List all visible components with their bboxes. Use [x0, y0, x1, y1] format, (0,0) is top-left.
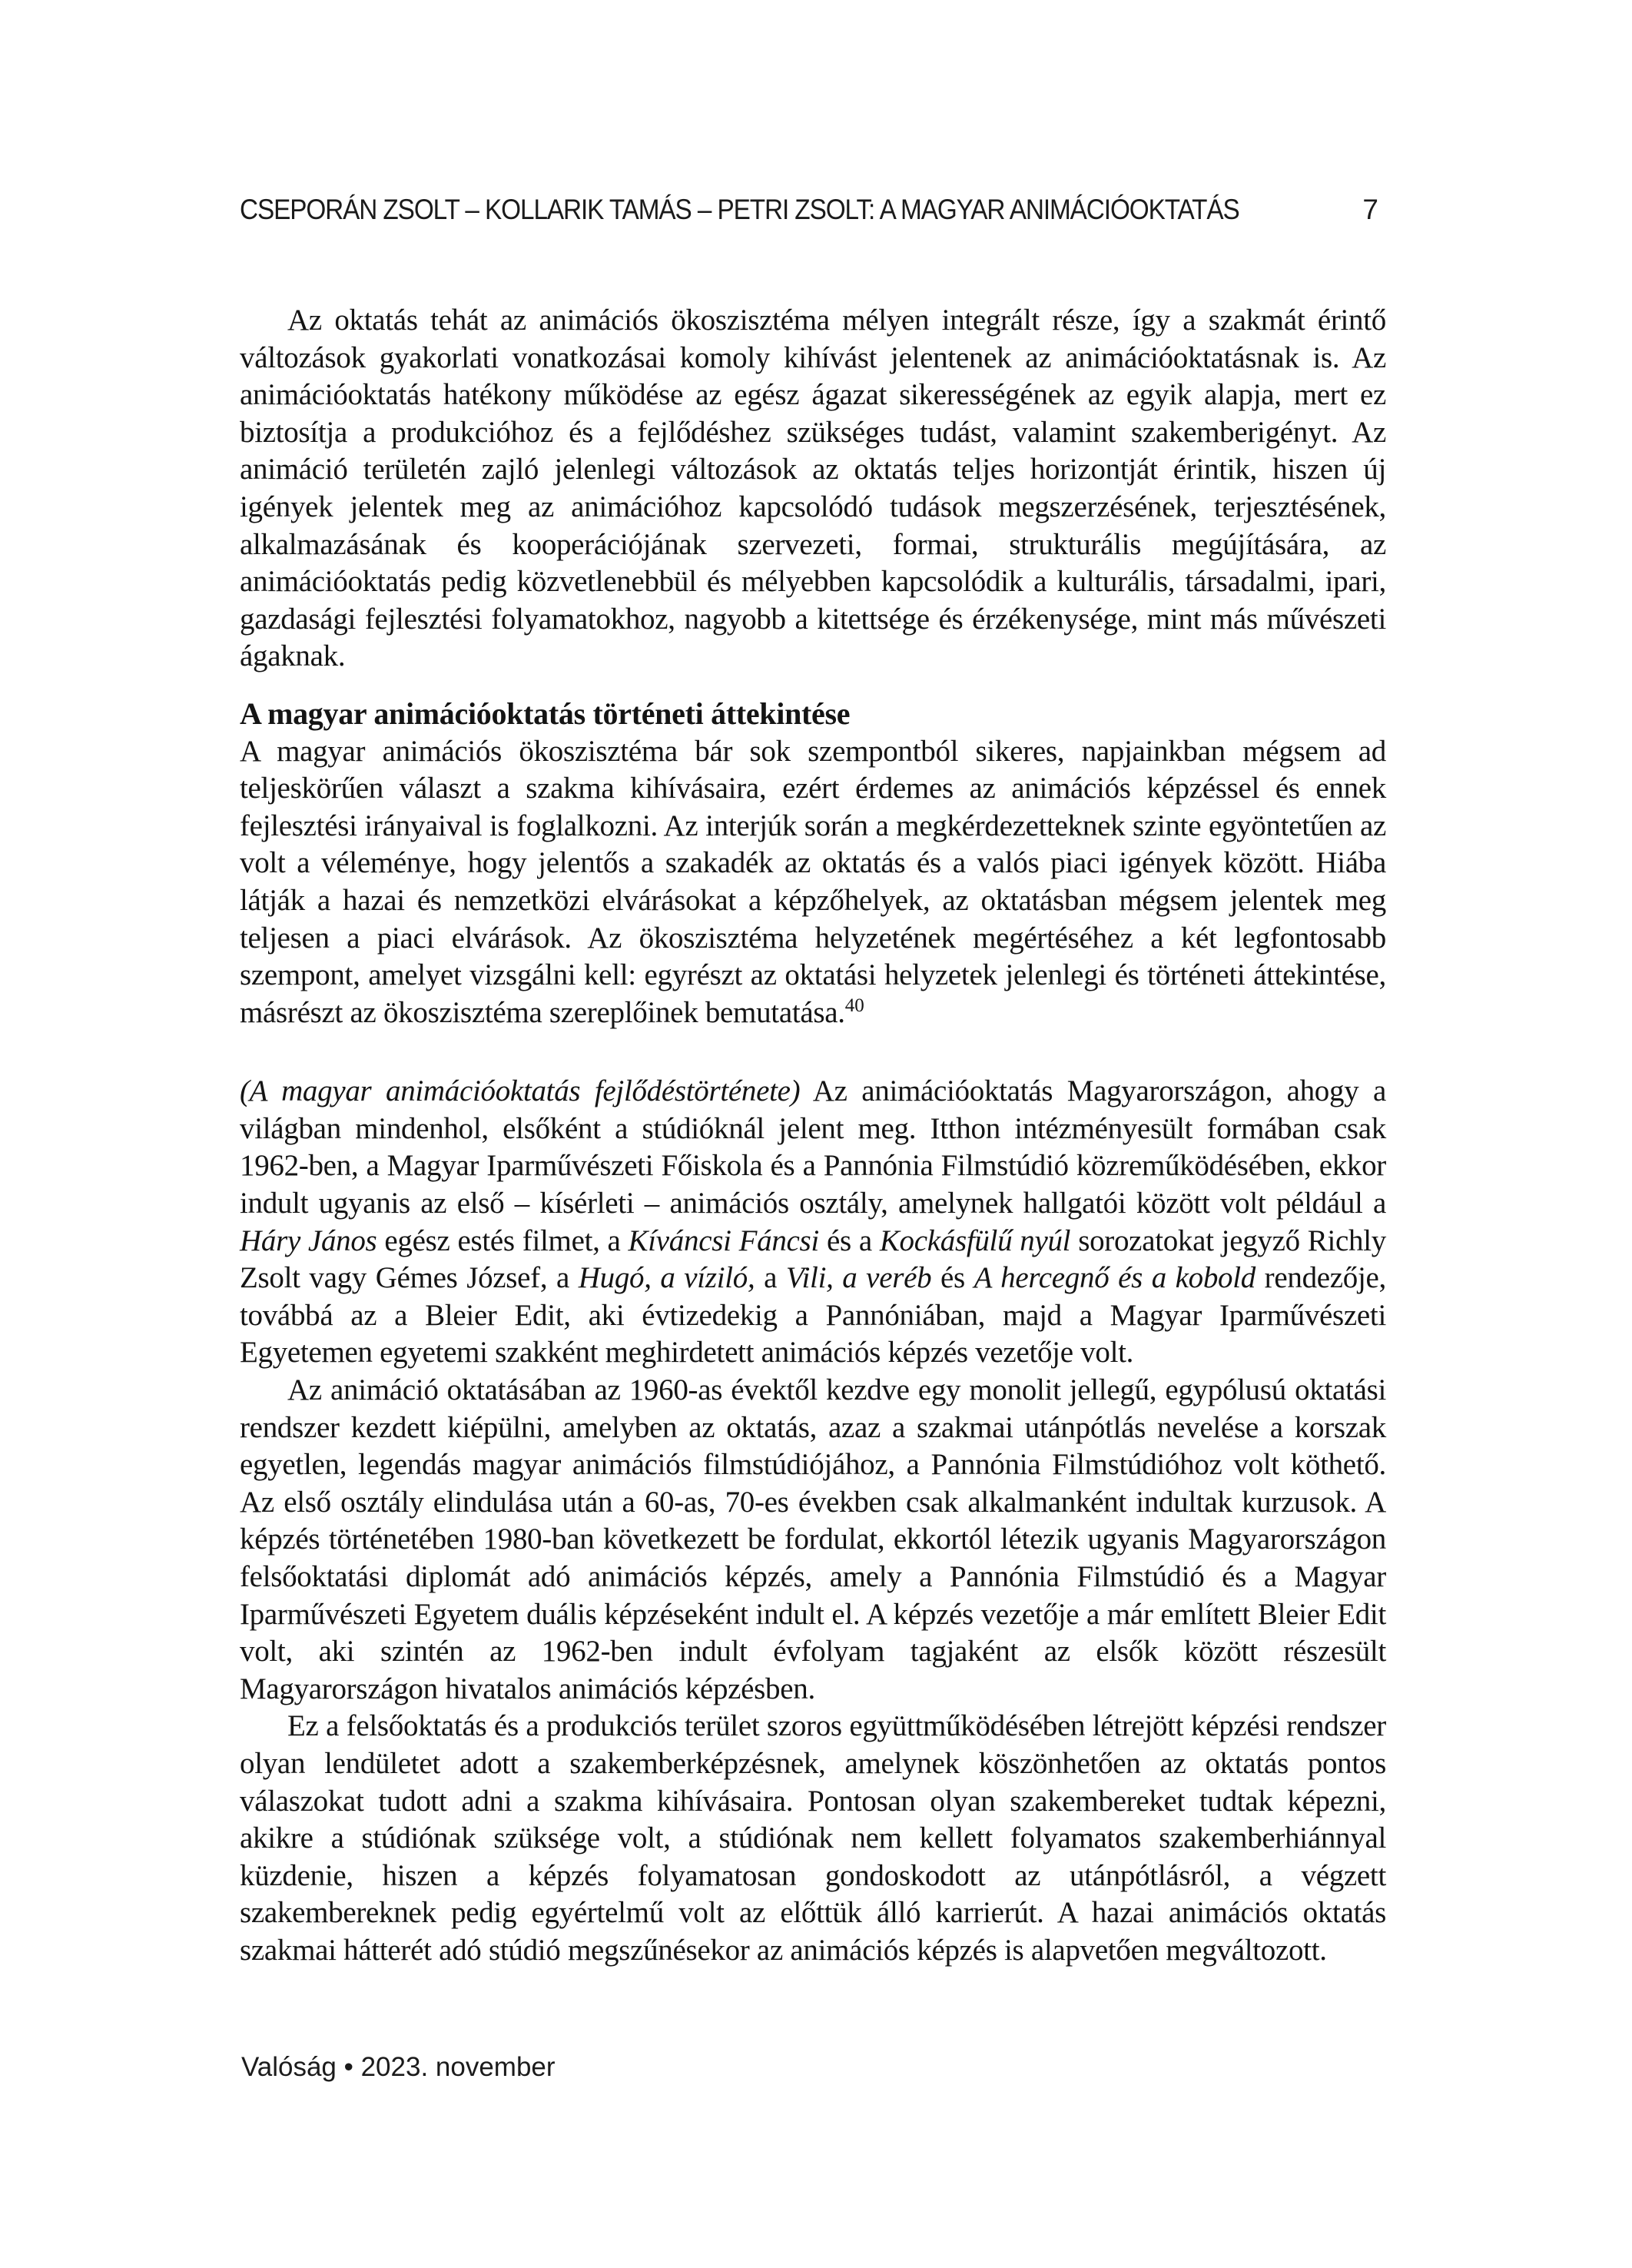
footnote-marker: 40 [844, 995, 864, 1016]
page-footer [241, 2052, 556, 2083]
paragraph-overview: A magyar animációs ökoszisztéma bár sok szempontból sikeres, napjainkban mégsem ad teljeskörűen választ a szakma kihívásaira, ezért érdemes az animációs képzéssel és ennek fejlesztési irányaival is foglalkozni. Az interjúk során a megkérdezetteknek szinte egyöntetűen az volt a véleménye, hogy jelentős a szakadék az oktatás és a valós piaci igények között. Hiába látják a hazai és nemzetközi elvárásokat a képzőhelyek, az oktatásban mégsem jelentek meg teljesen a piaci elvárások. Az ökoszisztéma helyzetének megértéséhez a két legfontosabb szempont, amelyet vizsgálni kell: egyrészt az oktatási helyzetek jelenlegi és történeti áttekintése, másrészt az ökoszisztéma szereplőinek bemutatása.$^{40}$ [240, 734, 1386, 1029]
article-body [240, 302, 1386, 1970]
page-header [240, 194, 1386, 226]
page-number: 7 [1362, 194, 1378, 225]
paragraph-monolithic-system: Az animáció oktatásában az 1960-as évektől kezdve egy monolit jellegű, egypólusú oktatási rendszer kezdett kiépülni, amelyben az oktatás, azaz a szakmai utánpótlás nevelése a korszak egyetlen, legendás magyar animációs filmstúdiójához, a Pannónia Filmstúdióhoz volt köthető. Az első osztály elindulása után a 60-as, 70-es években csak alkalmanként indultak kurzusok. A képzés történetében 1980-ban következett be fordulat, ekkortól létezik ugyanis Magyarországon felsőoktatási diplomát adó animációs képzés, amely a Pannónia Filmstúdió és a Magyar Iparművészeti Egyetem duális képzéseként indult el. A képzés vezetője a már említett Bleier Edit volt, aki szintén az 1962-ben indult évfolyam tagjaként az elsők között részesült Magyarországon hivatalos animációs képzésben. [240, 1373, 1386, 1705]
paragraph-intro: Az oktatás tehát az animációs ökoszisztéma mélyen integrált része, így a szakmát érintő változások gyakorlati vonatkozásai komoly kihívást jelentenek az animációoktatásnak is. Az animációoktatás hatékony működése az egész ágazat sikerességének az egyik alapja, mert ez biztosítja a produkcióhoz és a fejlődéshez szükséges tudást, valamint szakemberigényt. Az animáció területén zajló jelenlegi változások az oktatás teljes horizontját érintik, hiszen új igények jelentek meg az animációhoz kapcsolódó tudások megszerzésének, terjesztésének, alkalmazásának és kooperációjának szervezeti, formai, strukturális megújítására, az animációoktatás pedig közvetlenebbül és mélyebben kapcsolódik a kulturális, társadalmi, ipari, gazdasági fejlesztési folyamatokhoz, nagyobb a kitettsége és érzékenysége, mint más művészeti ágaknak. [240, 304, 1386, 673]
running-title: CSEPORÁN ZSOLT – KOLLARIK TAMÁS – PETRI ZSOLT: A MAGYAR ANIMÁCIÓOKTATÁS [240, 194, 1239, 225]
paragraph-cooperation: Ez a felsőoktatás és a produkciós terület szoros együttműködésében létrejött képzési rendszer olyan lendületet adott a szakemberképzésnek, amelynek köszönhetően az oktatás pontos válaszokat tudott adni a szakma kihívásaira. Pontosan olyan szakembereket tudtak képezni, akikre a stúdiónak szüksége volt, a stúdiónak nem kellett folyamatos szakemberhiánnyal küzdenie, hiszen a képzés folyamatosan gondoskodott az utánpótlásról, a végzett szakembereknek pedig egyértelmű volt az előttük álló karrierút. A hazai animációs oktatás szakmai hátterét adó stúdió megszűnésekor az animációs képzés is alapvetően megváltozott. [240, 1709, 1386, 1967]
section-heading: A magyar animációoktatás történeti áttekintése [240, 696, 851, 731]
footer-journal-issue: Valóság • 2023. november [241, 2052, 556, 2082]
paragraph-history: (A magyar animációoktatás fejlődéstörténete) Az animációoktatás Magyarországon, ahogy a világban mindenhol, elsőként a stúdióknál jelent meg. Itthon intézményesült formában csak 1962-ben, a Magyar Iparművészeti Főiskola és a Pannónia Filmstúdió közreműködésében, ekkor indult ugyanis az első – kísérleti – animációs osztály, amelynek hallgatói között volt például a Háry János egész estés filmet, a Kíváncsi Fáncsi és a Kockásfülű nyúl sorozatokat jegyző Richly Zsolt vagy Gémes József, a Hugó, a víziló, a Vili, a veréb és A hercegnő és a kobold rendezője, továbbá az a Bleier Edit, aki évtizedekig a Pannóniában, majd a Magyar Iparművészeti Egyetemen egyetemi szakként meghirdetett animációs képzés vezetője volt. [240, 1074, 1386, 1370]
